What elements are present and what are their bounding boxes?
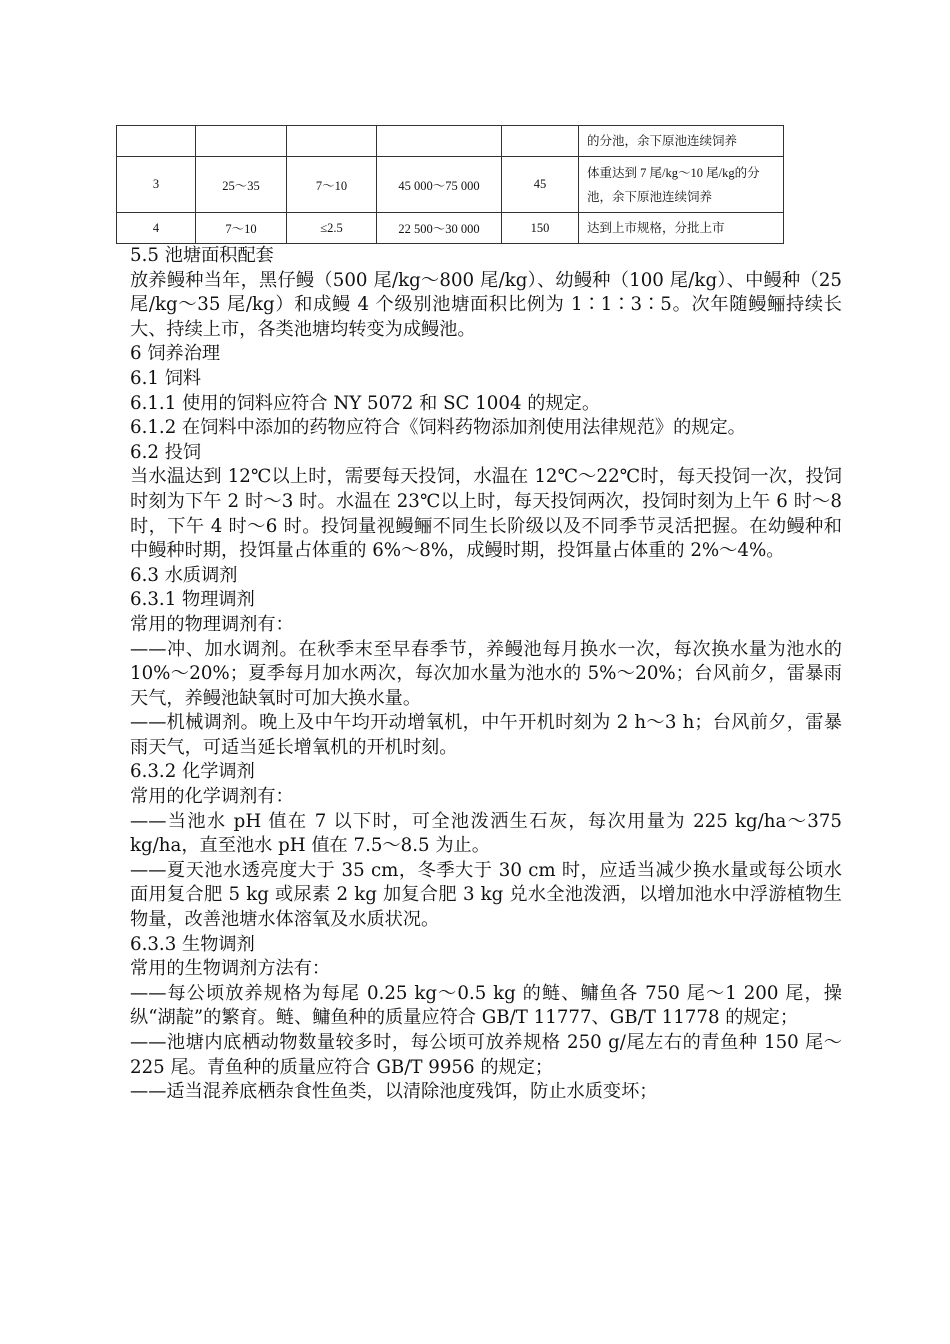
table-cell (502, 126, 579, 157)
table-cell (377, 126, 502, 157)
paragraph: 常用的化学调剂有： (130, 786, 294, 808)
paragraph: 常用的生物调剂方法有： (130, 958, 331, 980)
paragraph: 放养鳗种当年，黑仔鳗（500 尾/kg～800 尾/kg）、幼鳗种（100 尾/kg）、中鳗种（25 尾/kg～35 尾/kg）和成鳗 4 个级别池塘面积比例为 1∶1∶3∶5。次年随鳗鲡持续长大、持续上市，各类池塘均转变为成鳗池。 (130, 269, 842, 340)
paragraph: ——当池水 pH 值在 7 以下时，可全池泼洒生石灰，每次用量为 225 kg/ha～375 kg/ha，直至池水 pH 值在 7.5～8.5 为止。 (130, 810, 842, 857)
section-heading: 6.1 饲料 (130, 367, 202, 389)
table-cell: 3 (117, 157, 196, 213)
section-heading: 6.2 投饲 (130, 441, 202, 463)
table-cell: ≤2.5 (287, 213, 377, 244)
paragraph: ——夏天池水透亮度大于 35 cm，冬季大于 30 cm 时，应适当减少换水量或每公顷水面用复合肥 5 kg 或尿素 2 kg 加复合肥 3 kg 兑水全池泼洒，以增加池水中浮游植物生物量，改善池塘水体溶氧及水质状况。 (130, 859, 842, 931)
section-heading: 6.3 水质调剂 (130, 564, 238, 586)
document-body (116, 244, 842, 1105)
section-heading: 5.5 池塘面积配套 (130, 245, 274, 266)
section-heading: 6.3.1 物理调剂 (130, 589, 255, 611)
paragraph: 当水温达到 12℃以上时，需要每天投饲，水温在 12℃～22℃时，每天投饲一次，投饲时刻为下午 2 时～3 时。水温在 23℃以上时，每天投饲两次，投饲时刻为上午 6 时～8 时，下午 4 时～6 时。投饲量视鳗鲡不同生长阶级以及不同季节灵活把握。在幼鳗种和中鳗种时期，投饵量占体重的 6%～8%，成鳗时期，投饵量占体重的 2%～4%。 (130, 466, 842, 562)
section-heading: 6 饲养治理 (130, 343, 221, 365)
paragraph: ——池塘内底栖动物数量较多时，每公顷可放养规格 250 g/尾左右的青鱼种 150 尾～225 尾。青鱼种的质量应符合 GB/T 9956 的规定； (130, 1032, 842, 1078)
table-cell: 体重达到 7 尾/kg～10 尾/kg的分池，余下原池连续饲养 (579, 157, 784, 213)
table-cell: 22 500～30 000 (377, 213, 502, 244)
table-cell (196, 126, 287, 157)
table-cell (287, 126, 377, 157)
paragraph: ——冲、加水调剂。在秋季末至早春季节，养鳗池每月换水一次，每次换水量为池水的 10%～20%；夏季每月加水两次，每次加水量为池水的 5%～20%；台风前夕，雷暴雨天气，养鳗池缺氧时可加大换水量。 (130, 638, 842, 709)
table-cell: 45 000～75 000 (377, 157, 502, 213)
table-row (117, 126, 784, 157)
table-row (117, 157, 784, 213)
paragraph: ——每公顷放养规格为每尾 0.25 kg～0.5 kg 的鲢、鳙鱼各 750 尾～1 200 尾，操纵“湖靛”的繁育。鲢、鳙鱼种的质量应符合 GB/T 11777、GB/T 11778 的规定； (130, 982, 842, 1029)
table-cell: 的分池，余下原池连续饲养 (579, 126, 784, 157)
table-cell (117, 126, 196, 157)
paragraph: ——适当混养底栖杂食性鱼类，以清除池度残饵，防止水质变坏； (130, 1081, 658, 1103)
paragraph: 常用的物理调剂有： (130, 613, 294, 635)
paragraph: ——机械调剂。晚上及中午均开动增氧机，中午开机时刻为 2 h～3 h；台风前夕，雷暴雨天气，可适当延长增氧机的开机时刻。 (130, 712, 842, 758)
paragraph: 6.1.2 在饲料中添加的药物应符合《饲料药物添加剂使用法律规范》的规定。 (130, 417, 746, 439)
table-cell: 达到上市规格，分批上市 (579, 213, 784, 244)
table-cell: 7～10 (196, 213, 287, 244)
table-cell: 7～10 (287, 157, 377, 213)
section-heading: 6.3.3 生物调剂 (130, 933, 255, 955)
table-cell: 4 (117, 213, 196, 244)
stocking-table (116, 125, 784, 244)
paragraph: 6.1.1 使用的饲料应符合 NY 5072 和 SC 1004 的规定。 (130, 392, 601, 414)
table-cell: 150 (502, 213, 579, 244)
table-row (117, 213, 784, 244)
table-cell: 45 (502, 157, 579, 213)
section-heading: 6.3.2 化学调剂 (130, 761, 255, 783)
table-cell: 25～35 (196, 157, 287, 213)
